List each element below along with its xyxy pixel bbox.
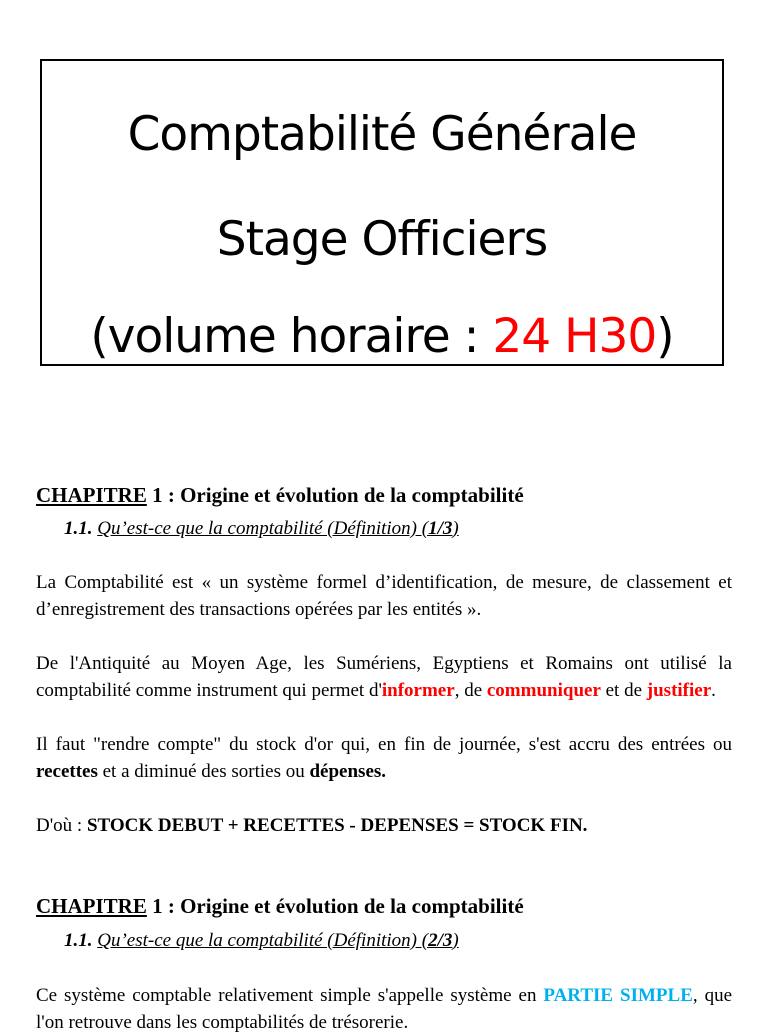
volume-horaire-suffix: ) [656, 309, 674, 364]
keyword-informer: informer [381, 680, 455, 701]
paragraph-history [36, 650, 732, 704]
paragraph-definition: La Comptabilité est « un système formel d’identification, de mesure, de classement et d’enregistrement des transactions opérées par les entités ». [36, 572, 732, 620]
subsection-heading [64, 517, 459, 541]
chapter-word: CHAPITRE [36, 483, 147, 507]
keyword-partie-simple: PARTIE SIMPLE [543, 985, 693, 1006]
volume-horaire-hours: 24 H30 [492, 309, 657, 364]
chapter-title-2: 1 : Origine et évolution de la comptabilité [146, 894, 524, 918]
chapter-heading-2 [36, 893, 524, 919]
subsection-number-2: 1.1. [64, 930, 93, 951]
keyword-depenses: dépenses. [309, 761, 387, 782]
history-text-3: et de [600, 680, 647, 701]
subsection-title-close-2: ) [452, 930, 459, 951]
subsection-title-2 [97, 930, 458, 951]
subsection-number: 1.1. [64, 518, 93, 539]
history-text: De l'Antiquité au Moyen Age, les Sumériens, Egyptiens et Romains ont utilisé la comptabilité comme instrument qui permet d' [36, 653, 732, 701]
stock-formula: STOCK DEBUT + RECETTES - DEPENSES = STOCK FIN. [86, 815, 588, 836]
paragraph-stock [36, 731, 732, 785]
subsection-title-text: Qu’est-ce que la comptabilité (Définition) ( [97, 518, 429, 539]
subsection-page-2: 2/3 [428, 930, 453, 951]
subsection-heading-2 [64, 929, 459, 953]
history-text-4: . [711, 680, 716, 701]
volume-horaire-prefix: (volume horaire : [90, 309, 493, 364]
paragraph-formula [36, 812, 732, 839]
history-text-2: , de [454, 680, 487, 701]
subsection-page: 1/3 [428, 518, 453, 539]
subsection-title-text-2: Qu’est-ce que la comptabilité (Définition) ( [97, 930, 429, 951]
chapter-title: 1 : Origine et évolution de la comptabilité [146, 483, 524, 507]
partie-simple-text-2: , que l'on retrouve dans les comptabilités de trésorerie. [36, 985, 733, 1033]
stock-text-2: et a diminué des sorties ou [97, 761, 310, 782]
title-box [40, 59, 724, 366]
document-subtitle: Stage Officiers [216, 212, 548, 267]
chapter-heading [36, 482, 524, 508]
stock-text: Il faut "rendre compte" du stock d'or qui, en fin de journée, s'est accru des entrées ou [36, 734, 732, 755]
subsection-title-close: ) [452, 518, 459, 539]
partie-simple-text: Ce système comptable relativement simple s'appelle système en [36, 985, 544, 1006]
formula-prefix: D'où : [36, 815, 87, 836]
chapter-word-2: CHAPITRE [36, 894, 147, 918]
volume-horaire [42, 310, 722, 364]
keyword-recettes: recettes [36, 761, 98, 782]
subsection-title [97, 518, 458, 539]
paragraph-partie-simple [36, 982, 732, 1036]
document-title: Comptabilité Générale [127, 107, 637, 162]
keyword-communiquer: communiquer [486, 680, 601, 701]
keyword-justifier: justifier [646, 680, 712, 701]
